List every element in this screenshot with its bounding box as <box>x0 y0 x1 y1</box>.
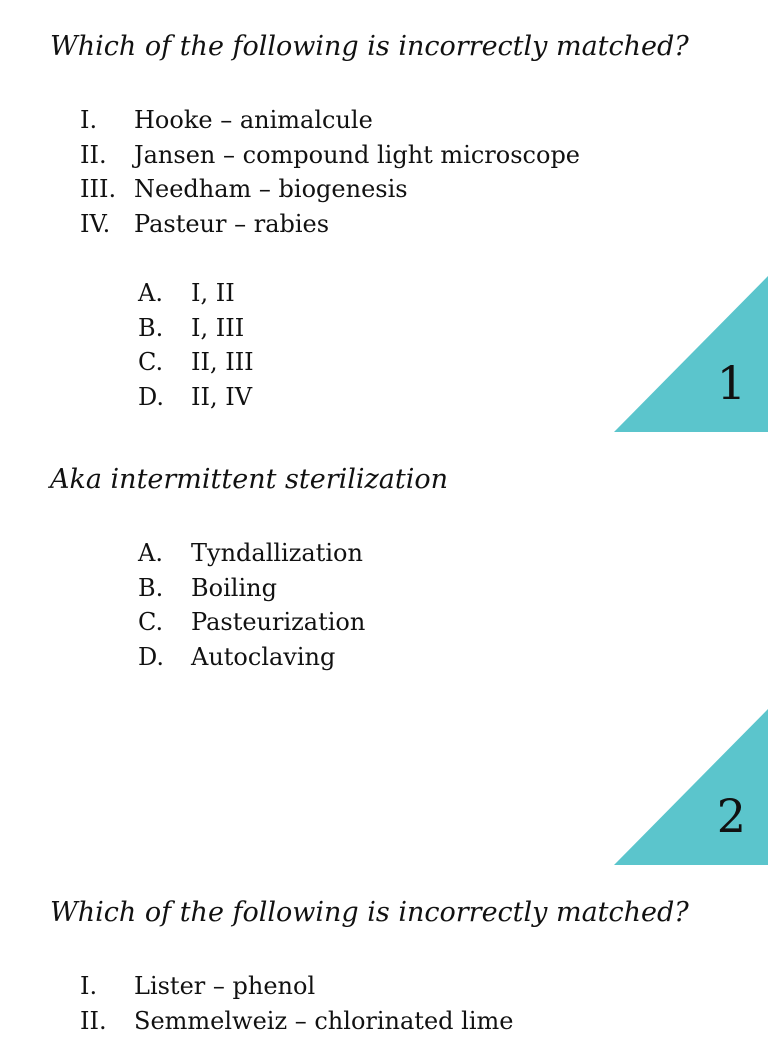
statement-text: Needham – biogenesis <box>134 175 408 203</box>
choice-letter: B. <box>138 311 191 346</box>
choice-text: II, IV <box>191 383 252 411</box>
choice-letter: D. <box>138 380 191 415</box>
statement-item <box>80 172 580 207</box>
question-number-2: 2 <box>717 793 746 839</box>
question-3-statement-list <box>80 969 513 1038</box>
choice-letter: C. <box>138 605 191 640</box>
choice-text: Tyndallization <box>191 539 363 567</box>
question-1-statement-list <box>80 103 580 241</box>
statement-marker: II. <box>80 1004 134 1038</box>
statement-item <box>80 103 580 138</box>
statement-text: Semmelweiz – chlorinated lime <box>134 1007 513 1035</box>
choice-item <box>138 605 365 640</box>
statement-text: Jansen – compound light microscope <box>134 141 580 169</box>
choice-item <box>138 345 254 380</box>
choice-item <box>138 380 254 415</box>
statement-item <box>80 969 513 1004</box>
choice-text: I, III <box>191 314 244 342</box>
statement-item <box>80 207 580 242</box>
choice-letter: D. <box>138 640 191 675</box>
choice-text: Autoclaving <box>191 643 335 671</box>
choice-letter: B. <box>138 571 191 606</box>
statement-item <box>80 1004 513 1038</box>
statement-text: Lister – phenol <box>134 972 315 1000</box>
choice-item <box>138 311 254 346</box>
choice-item <box>138 276 254 311</box>
choice-item <box>138 536 365 571</box>
choice-text: Pasteurization <box>191 608 365 636</box>
question-2-text: Aka intermittent sterilization <box>50 464 448 495</box>
statement-text: Pasteur – rabies <box>134 210 329 238</box>
statement-marker: I. <box>80 969 134 1004</box>
statement-item <box>80 138 580 173</box>
choice-letter: A. <box>138 276 191 311</box>
question-1-choice-list <box>138 276 254 414</box>
choice-item <box>138 571 365 606</box>
statement-marker: III. <box>80 172 134 207</box>
choice-letter: C. <box>138 345 191 380</box>
question-2-choice-list <box>138 536 365 674</box>
choice-letter: A. <box>138 536 191 571</box>
statement-marker: I. <box>80 103 134 138</box>
choice-text: I, II <box>191 279 235 307</box>
statement-text: Hooke – animalcule <box>134 106 373 134</box>
choice-item <box>138 640 365 675</box>
statement-marker: II. <box>80 138 134 173</box>
statement-marker: IV. <box>80 207 134 242</box>
question-1-text: Which of the following is incorrectly matched? <box>50 31 689 62</box>
question-3-text: Which of the following is incorrectly matched? <box>50 897 689 928</box>
question-number-badge-2 <box>614 709 768 865</box>
choice-text: II, III <box>191 348 254 376</box>
choice-text: Boiling <box>191 574 277 602</box>
question-number-badge-1 <box>614 276 768 432</box>
question-number-1: 1 <box>717 360 746 406</box>
